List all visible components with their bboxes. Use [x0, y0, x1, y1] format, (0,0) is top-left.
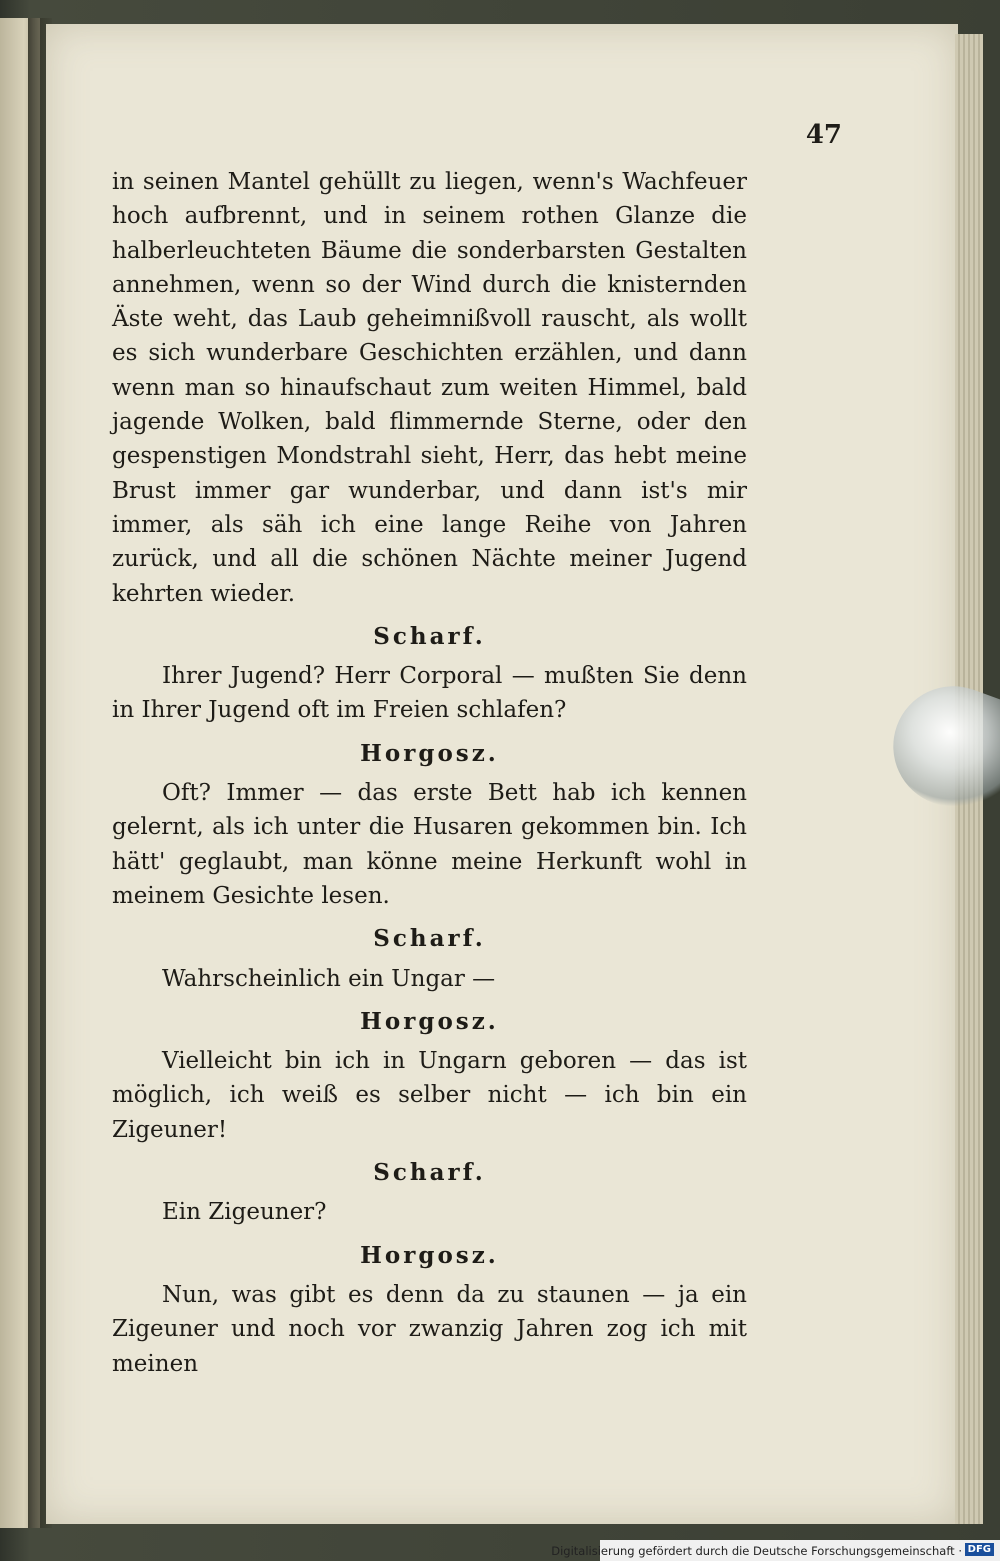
speaker-name: Scharf.	[373, 925, 486, 953]
speaker-name: Scharf.	[373, 1159, 486, 1187]
footer-credit: Digitalisierung gefördert durch die Deutsche Forschungsgemeinschaft ·	[551, 1544, 962, 1558]
paragraph: Ihrer Jugend? Herr Corporal — mußten Sie denn in Ihrer Jugend oft im Freien schlafen?	[112, 663, 747, 724]
page-text	[112, 165, 747, 1381]
paragraph: Ein Zigeuner?	[162, 1199, 327, 1226]
speaker-name: Scharf.	[373, 622, 486, 650]
paragraph: Vielleicht bin ich in Ungarn geboren — das ist möglich, ich weiß es selber nicht — ich bin ein Zigeuner!	[112, 1048, 747, 1143]
dfg-logo: DFG	[965, 1543, 994, 1556]
speaker-name: Horgosz.	[360, 739, 499, 767]
paragraph: Nun, was gibt es denn da zu staunen — ja ein Zigeuner und noch vor zwanzig Jahren zog ich mit meinen	[112, 1281, 747, 1377]
paragraph: Wahrscheinlich ein Ungar —	[162, 965, 496, 992]
page-number: 47	[805, 120, 842, 150]
paragraph: Oft? Immer — das erste Bett hab ich kennen gelernt, als ich unter die Husaren gekommen bin. Ich hätt' geglaubt, man könne meine Herkunft wohl in meinem Gesichte lesen.	[112, 780, 747, 909]
speaker-name: Horgosz.	[360, 1241, 499, 1269]
paragraph: in seinen Mantel gehüllt zu liegen, wenn's Wachfeuer hoch aufbrennt, und in seinem rothen Glanze die halberleuchteten Bäume die sonderbarsten Gestalten annehmen, wenn so der Wind durch die knisternden Äste weht, das Laub geheimnißvoll rauscht, als wollt es sich wunderbare Geschichten erzählen, und dann wenn man so hinaufschaut zum weiten Himmel, bald jagende Wolken, bald flimmernde Sterne, oder den gespenstigen Mondstrahl sieht, Herr, das hebt meine Brust immer gar wunderbar, und dann ist's mir immer, als säh ich eine lange Reihe von Jahren zurück, und all die schönen Nächte meiner Jugend kehrten wieder.	[112, 169, 747, 607]
speaker-name: Horgosz.	[360, 1007, 499, 1035]
